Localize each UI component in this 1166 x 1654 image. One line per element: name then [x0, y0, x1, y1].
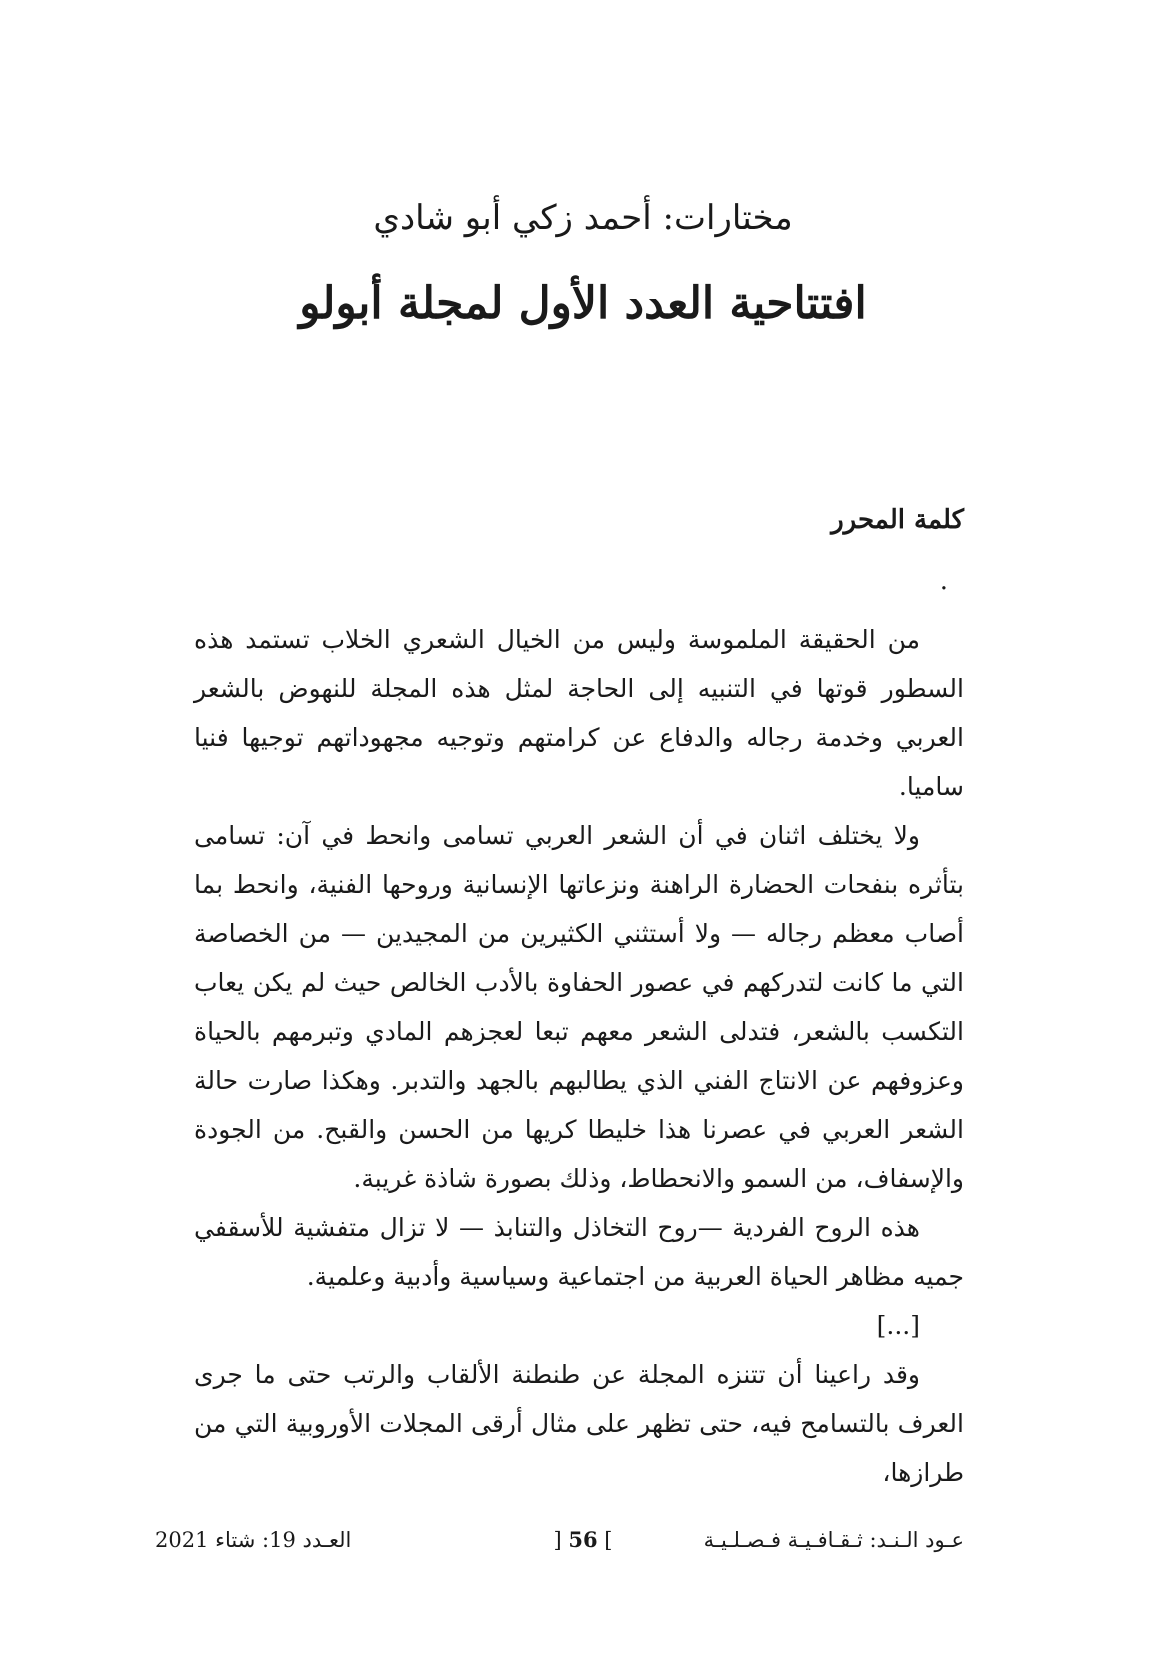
- page-footer: [0, 1520, 1166, 1560]
- body-paragraph: وقد راعينا أن تتنزه المجلة عن طنطنة الألقاب والرتب حتى ما جرى العرف بالتسامح فيه، حتى تظهر على مثال أرقى المجلات الأوروبية التي من طرازها،: [194, 1360, 964, 1487]
- section-marker: .: [939, 566, 948, 596]
- footer-journal-name: عـود الـنـد: ثـقـافـيـة فـصـلـيـة: [703, 1528, 964, 1552]
- article-subtitle: مختارات: أحمد زكي أبو شادي: [373, 198, 793, 238]
- page-number-value: 56: [568, 1527, 598, 1552]
- page-bracket-open: ]: [604, 1528, 613, 1552]
- body-paragraph: ولا يختلف اثنان في أن الشعر العربي تسامى وانحط في آن: تسامى بتأثره بنفحات الحضارة الراهنة ونزعاتها الإنسانية وروحها الفنية، وانحط بما أصاب معظم رجاله — ولا أستثني الكثيرين من المجيدين — من الخصاصة التي ما كانت لتدركهم في عصور الحفاوة بالأدب الخالص حيث لم يكن يعاب التكسب بالشعر، فتدلى الشعر معهم تبعا لعجزهم المادي وتبرمهم بالحياة وعزوفهم عن الانتاج الفني الذي يطالبهم بالجهد والتدبر. وهكذا صارت حالة الشعر العربي في عصرنا هذا خليطا كريها من الحسن والقبح. من الجودة والإسفاف، من السمو والانحطاط، وذلك بصورة شاذة غريبة.: [194, 821, 964, 1193]
- article-body: [194, 615, 964, 1497]
- body-paragraph: من الحقيقة الملموسة وليس من الخيال الشعري الخلاب تستمد هذه السطور قوتها في التنبيه إلى الحاجة لمثل هذه المجلة للنهوض بالشعر العربي وخدمة رجاله والدفاع عن كرامتهم وتوجيه مجهوداتهم توجيها فنيا ساميا.: [194, 625, 964, 801]
- omission-marker: [...]: [876, 1311, 920, 1340]
- page-bracket-close: [: [553, 1528, 562, 1552]
- footer-issue-info: العـدد 19: شتاء 2021: [155, 1528, 352, 1552]
- section-heading: كلمة المحرر: [831, 505, 964, 535]
- body-paragraph: هذه الروح الفردية —روح التخاذل والتنابذ — لا تزال متفشية للأسقفي جميه مظاهر الحياة العربية من اجتماعية وسياسية وأدبية وعلمية.: [194, 1213, 964, 1291]
- article-title: افتتاحية العدد الأول لمجلة أبولو: [299, 278, 867, 329]
